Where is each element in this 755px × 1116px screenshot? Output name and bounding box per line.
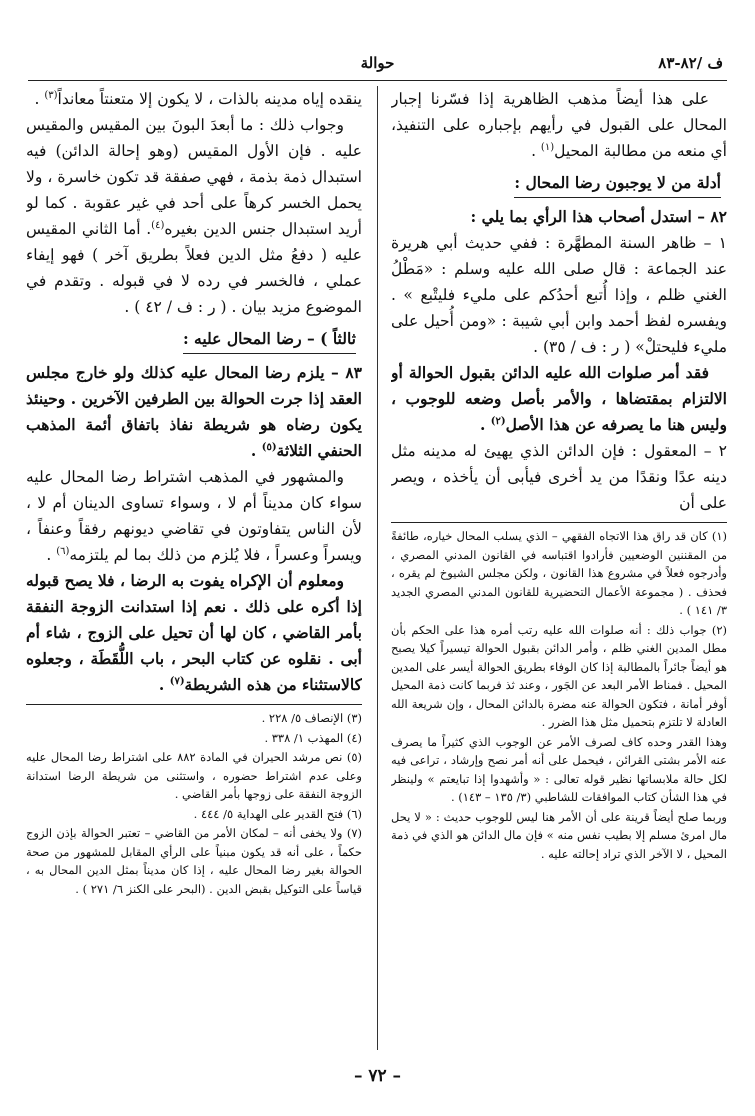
footnote-ref: (٤): [151, 219, 165, 231]
footnote: (٦) فتح القدير على الهداية ٥/ ٤٤٤ .: [193, 806, 362, 821]
footnote: (٣) الإنصاف ٥/ ٢٢٨ .: [261, 711, 362, 725]
footnote-ref: (٧): [169, 675, 185, 687]
footnotes: [391, 527, 727, 863]
paragraph: ٨٣ – يلزم رضا المحال عليه كذلك ولو خارج مجلس العقد إذا جرت الحوالة بين الطرفين الآخرين . وحينئذ يكون رضاه هو شريطة نفاذ باتفاق أئمة المذهب الحنفي الثلاثة$^{(٥)}$ .: [26, 363, 362, 460]
paragraph: على هذا أيضاً مذهب الظاهرية إذا فسّرنا إجبار المحال على القبول في رأيهم بإجباره على التنفيذ، أي منعه من مطالبة المحيل$^{(١)}$ .: [391, 90, 727, 160]
footnote: (٢) جواب ذلك : أنه صلوات الله عليه رتب أمره هذا على الحكم بأن مطل المدين الغني ظلم ، وأمر الدائن بقبول الحوالة تيسيراً كيلا يصبح هو أيضاً جائراً بالمطالبة إذا كان الوفاء بطريق الحوالة أيسر على المدين المحيل . فمناط الأمر البعد عن الجَور ، وعند ثذ فربما كانت ذمة المحيل أوفر أمانة ، فتكون الحوالة عنه مضرة بالدائن المحال ، وإن شريعة الله العادلة لا تلتزم بتحميل مثل هذا الضرر .: [391, 622, 727, 729]
paragraph: ينقده إياه مدينه بالذات ، لا يكون إلا متعنتاً معانداً$^{(٣)}$ .: [34, 89, 362, 108]
section-heading: أدلة من لا يوجبون رضا المحال :: [514, 170, 721, 198]
footnote: (١) كان قد راق هذا الاتجاه الفقهي – الذي يسلب المحال خياره، طائفةً من المقننين الوضعيين فأرادوا اقتباسه في القانون المدني المصري ، وأدرجوه فعلاً في مشروع هذا القانون ، ولكن مجلس الشيوخ لم يقره ، فحذف . ( مجموعة الأعمال التحضيرية للقانون المدني المصري الجديد ٣/ ١٤١ ) .: [391, 529, 727, 617]
footnote-ref: (٢): [490, 415, 506, 427]
right-column: [391, 86, 727, 1052]
page-number: – ٧٢ –: [353, 1066, 402, 1086]
section-heading: ثالثاً ) – رضا المحال عليه :: [183, 326, 356, 354]
footnote-ref: (٣): [44, 89, 58, 101]
paragraph: ٢ – المعقول : فإن الدائن الذي يهيئ له مدينه مثل دينه عدًا ونقدًا من يد أخرى فيأبى أن يأخذه ، ويصر على أن: [391, 442, 727, 512]
paragraph: وجواب ذلك : ما أبعدَ البونَ بين المقيس والمقيس عليه . فإن الأول المقيس (وهو إحالة الدائن) فيه استبدال ذمة بذمة ، فهي صفقة قد تكون خاسرة ، ولا يحمل الخسر كرهاً على أحد في غير عقوبة . كما لو أريد استبدال جنس الدين بغيره$^{(٤)}$. أما الثاني المقيس عليه ( دفعُ مثل الدين فعلاً بطريق آخر ) فهو إيفاء عملي ، فالخسر في رده لا في قبوله . وتقدم في الموضوع مزيد بيان . ( ر : ف / ٤٢ ) .: [26, 116, 362, 316]
column-divider: [377, 86, 378, 1050]
paragraph: والمشهور في المذهب اشتراط رضا المحال عليه سواء كان مديناً أم لا ، وسواء تساوى الدينان أم لا ، لأن الناس يتفاوتون في تقاضي ديونهم رفقاً وعنفاً ، ويسراً وعسراً ، فلا يُلزم من ذلك بما لم يلتزمه$^{(٦)}$ .: [26, 468, 362, 564]
header-title: حوالة: [360, 54, 395, 72]
footnote-separator: [391, 522, 727, 523]
footnote-ref: (١): [540, 141, 555, 153]
footnote: وهذا القدر وحده كاف لصرف الأمر عن الوجوب الذي كثيراً ما يصرف عنه الأمر بشتى القرائن ، فيحمل على أنه أمر نصح وإرشاد ، تراعى فيه لكل حالة ملابساتها نظير قوله تعالى : « وأشهدوا إذا تبايعتم » ولينظر في هذا الشأن كتاب الموافقات للشاطبي (٣/ ١٣٥ – ١٤٣) .: [391, 734, 727, 804]
footnote-ref: (٥): [261, 441, 277, 453]
footnote: وربما صلح أيضاً قرينة على أن الأمر هنا ليس للوجوب حديث : « لا يحل مال امرئ مسلم إلا بطيب نفس منه » فإن مال الدائن هو الذي في ذمة المحيل ، لا الآخر الذي تراد إحالته عليه .: [391, 809, 727, 861]
footnotes: [26, 709, 362, 898]
running-header: [28, 54, 727, 81]
left-column: [26, 86, 362, 1052]
paragraph: ومعلوم أن الإكراه يفوت به الرضا ، فلا يصح قبوله إذا أكره على ذلك . نعم إذا استدانت الزوجة النفقة بأمر القاضي ، كان لها أن تحيل على الزوج ، شاء أم أبى . نقلوه عن كتاب البحر ، باب اللُّقَطَة ، وجعلوه كالاستثناء من هذه الشريطة$^{(٧)}$ .: [26, 571, 362, 694]
header-section-code: ف /٨٢-٨٣: [658, 54, 723, 72]
footnote: (٥) نص مرشد الحيران في المادة ٨٨٢ على اشتراط رضا المحال عليه وعلى عدم اشتراط حضوره ، واستثنى من شريطة الرضا استدانة الزوجة النفقة على زوجها بأمر القاضي .: [26, 750, 362, 801]
footnote-ref: (٦): [56, 545, 70, 557]
paragraph: ٨٢ – استدل أصحاب هذا الرأي بما يلي :: [470, 207, 727, 226]
footnote-separator: [26, 704, 362, 705]
footnote: (٤) المهذب ١/ ٣٣٨ .: [264, 730, 362, 745]
paragraph: فقد أمر صلوات الله عليه الدائن بقبول الحوالة أو الالتزام بمقتضاها ، والأمر بأصل وضعه للوجوب ، وليس هنا ما يصرفه عن هذا الأصل$^{(٢)}$ .: [391, 363, 727, 434]
paragraph: ١ – ظاهر السنة المطهَّرة : ففي حديث أبي هريرة عند الجماعة : قال صلى الله عليه وسلم : «مَطْلُ الغني ظلم ، وإذا أُتبع أحدُكم على مليء فليتْبع » . ويفسره لفظ أحمد وابن أبي شيبة : «ومن أُحيل على مليء فليحتلْ» ( ر : ف / ٣٥) .: [391, 234, 727, 356]
footnote: (٧) ولا يخفى أنه – لمكان الأمر من القاضي – تعتبر الحوالة بإذن الزوج حكماً ، على أنه قد يكون مبنياً على الرأي المقابل للمشهور من صحة الحوالة بغير رضا المحال عليه ، إذا كان مديناً بمثل الدين المحال به ، قياساً على التوكيل بقبض الدين . (البحر على الكنز ٦/ ٢٧١ ) .: [26, 826, 362, 896]
